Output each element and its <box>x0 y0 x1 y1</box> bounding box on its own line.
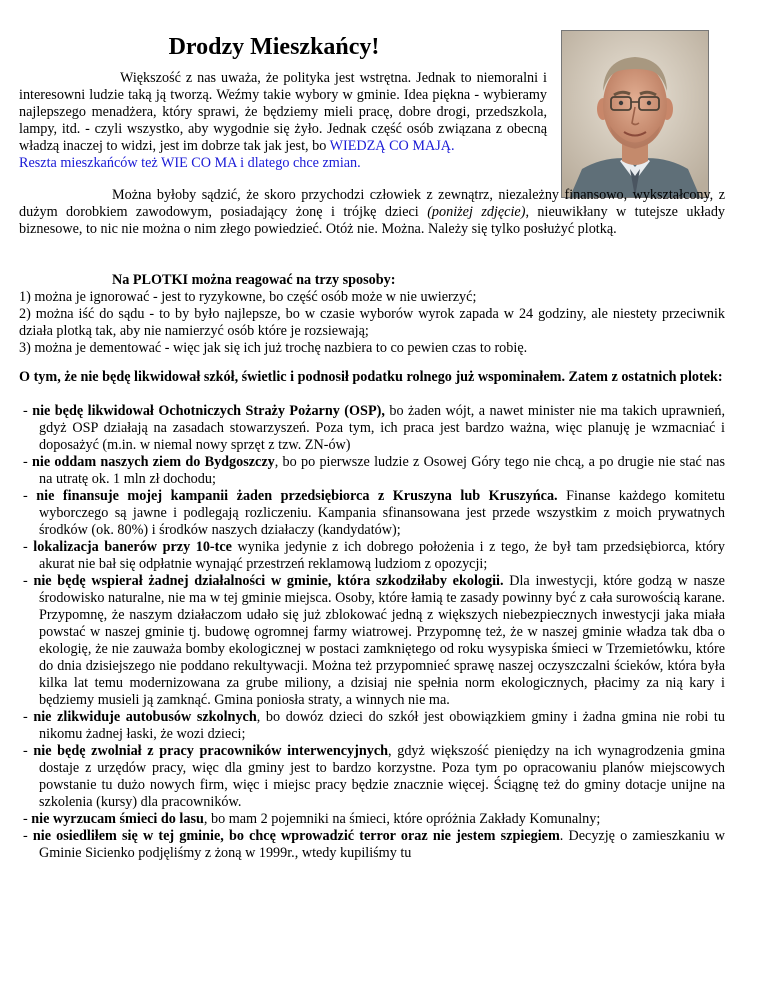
intro-paragraph <box>19 70 547 172</box>
rumor-bold: nie będę likwidował Ochotniczych Straży Pożarny (OSP), <box>32 403 385 419</box>
description-text: Można byłoby sądzić, że skoro przychodzi człowiek z zewnątrz, niezależny finansowo, wykształcony, z dużym dorobkiem zawodowym, posiadający żonę i trójkę dzieci <box>19 187 725 220</box>
rumor-text: bo żaden wójt, a nawet minister nie ma takich uprawnień, gdyż OSP działają na zasadach stowarzyszeń. Poza tym, ich praca jest bardzo ważna, więc planuję je wzmacniać i doposażyć (m.in. w niemal nowy sprzęt z tzw. ZN-ów) <box>39 403 725 453</box>
rumor-bold: nie oddam naszych ziem do Bydgoszczy <box>31 454 275 470</box>
rumor-text: , bo po pierwsze ludzie z Osowej Góry tego nie chcą, a po drugie nie stać nas na utratę ok. 1 mln zł dochodu; <box>39 454 725 487</box>
rumor-item: - nie wyrzucam śmieci do lasu, bo mam 2 pojemniki na śmieci, które opróżnia Zakłady Komunalny; <box>23 811 601 827</box>
portrait-illustration <box>562 31 708 197</box>
rumor-bold: lokalizacja banerów przy 10-tce <box>33 539 232 555</box>
rumor-text: Finanse każdego komitetu wyborczego są jawne i podlegają rozliczeniu. Kampania sfinansowana jest przede wszystkim z moich prywatnych środków (ok. 80%) i środków naszych działaczy (kandydatów); <box>39 488 726 538</box>
rumor-text: , gdyż większość pieniędzy na ich wynagrodzenia gmina dostaje z urzędów pracy, więc dla gminy jest to bardzo korzystne. Poza tym po opracowaniu planów miejscowych powstanie tu dużo nowych firm, więc i miejsc pracy będzie znacznie więcej. Ściągnę też do gminy dotacje unijne na szkolenia (kursy) dla pracowników. <box>39 743 725 810</box>
rumor-item: - lokalizacja banerów przy 10-tce wynika jedynie z ich dobrego położenia i z tego, że był tam przedsiębiorca, który akurat nie bał się odpłatnie wynająć przestrzeń reklamową ludziom z opozycji; <box>23 539 725 572</box>
method-item: 1) można je ignorować - jest to ryzykowne, bo część osób może w nie uwierzyć; <box>19 289 477 305</box>
description-text-end: , nieuwikłany w tutejsze układy biznesowe, to nic nie można o nim złego powiedzieć. Otóż nie. Można. Należy się tylko posłużyć plotką. <box>19 204 726 237</box>
rumor-item: - nie oddam naszych ziem do Bydgoszczy, bo po pierwsze ludzie z Osowej Góry tego nie chcą, a po drugie nie stać nas na utratę ok. 1 mln zł dochodu; <box>23 454 725 487</box>
rumor-item: - nie będę wspierał żadnej działalności w gminie, która szkodziłaby ekologii. Dla inwestycji, które godzą w nasze środowisko naturalne, nie ma w tej gminie miejsca. Osoby, które łamią te zasady powinny być z cała surowością karane. Przypomnę, że naszym działaczom udało się już zblokować jedną z większych niebezpiecznych inwestycji jaka miała powstać w naszej gminie tj. budowę ogromnej farmy wiatrowej. Przypomnę też, że w naszej gminie władza tak dba o ekologię, że nie zauważa bomby ekologicznej w postaci zamkniętego od roku wysypiska śmieci w Trzemietówku, które do dnia dzisiejszego nie poddano rekultywacji. Można też przypomnieć sprawę naszej oczyszczalni ścieków, która była kilka lat temu modernizowana za grube miliony, a dzisiaj nie spełnia norm ekologicznych, płacimy za nią kary i będziemy musieli ją zamknąć. Gmina poniosła straty, a winnych nie ma. <box>23 573 725 708</box>
rumor-bold: nie będę zwolniał z pracy pracowników interwencyjnych <box>33 743 389 759</box>
rumor-item: - nie będę likwidował Ochotniczych Straży Pożarny (OSP), bo żaden wójt, a nawet minister nie ma takich uprawnień, gdyż OSP działają na zasadach stowarzyszeń. Poza tym, ich praca jest bardzo ważna, więc planuję je wzmacniać i doposażyć (m.in. w niemal nowy sprzęt z tzw. ZN-ów) <box>23 403 725 453</box>
rumor-text: , bo dowóz dzieci do szkół jest obowiązkiem gminy i żadna gmina nie robi tu nikomu żadnej łaski, że wozi dzieci; <box>39 709 725 742</box>
rumor-methods <box>19 272 725 357</box>
rumor-bold: nie wyrzucam śmieci do lasu <box>31 811 204 827</box>
page-title: Drodzy Mieszkańcy! <box>168 34 380 60</box>
rumor-bold: nie finansuje mojej kampanii żaden przedsiębiorca z Kruszyna lub Kruszyńca. <box>36 488 558 504</box>
candidate-portrait <box>561 30 709 198</box>
rumor-bold: nie będę wspierał żadnej działalności w gminie, która szkodziłaby ekologii. <box>33 573 504 589</box>
rumor-item: - nie osiedliłem się w tej gminie, bo chcę wprowadzić terror oraz nie jestem szpiegiem. Decyzję o zamieszkaniu w Gminie Sicienko podjęliśmy z żoną w 1999r., wtedy kupiliśmy tu <box>23 828 725 861</box>
intro-text <box>19 70 547 155</box>
rumor-text: . Decyzję o zamieszkaniu w Gminie Sicienko podjęliśmy z żoną w 1999r., wtedy kupiliśmy tu <box>39 828 725 861</box>
rumor-text: , bo mam 2 pojemniki na śmieci, które opróżnia Zakłady Komunalny; <box>203 811 601 827</box>
rumor-bold: nie zlikwiduje autobusów szkolnych <box>33 709 257 725</box>
candidate-description <box>19 187 725 238</box>
rumor-list <box>19 403 725 862</box>
intro-blue-line: Reszta mieszkańców też WIE CO MA i dlatego chce zmian. <box>19 155 361 171</box>
rumor-item: - nie zlikwiduje autobusów szkolnych, bo dowóz dzieci do szkół jest obowiązkiem gminy i żadna gmina nie robi tu nikomu żadnej łaski, że wozi dzieci; <box>23 709 725 742</box>
rumor-text: wynika jedynie z ich dobrego położenia i z tego, że był tam przedsiębiorca, który akurat nie bał się odpłatnie wynająć przestrzeń reklamową ludziom z opozycji; <box>39 539 725 572</box>
rumors-intro: O tym, że nie będę likwidował szkół, świetlic i podnosił podatku rolnego już wspominałem. Zatem z ostatnich plotek: <box>19 369 723 385</box>
rumor-text: Dla inwestycji, które godzą w nasze środowisko naturalne, nie ma w tej gminie miejsca. Osoby, które łamią te zasady powinny być z cała surowością karane. Przypomnę, że naszym działaczom udało się już zblokować jedną z większych niebezpiecznych inwestycji jaka miała powstać w naszej gminie tj. budowę ogromnej farmy wiatrowej. Przypomnę też, że w naszej gminie władza tak dba o ekologię, że nie zauważa bomby ekologicznej w postaci zamkniętego od roku wysypiska śmieci w Trzemietówku, które do dnia dzisiejszego nie poddano rekultywacji. Można też przypomnieć sprawę naszej oczyszczalni ścieków, która była kilka lat temu modernizowana za grube miliony, a dzisiaj nie spełnia norm ekologicznych, płacimy za nią kary i będziemy musieli ją zamknąć. Gmina poniosła straty, a winnych nie ma. <box>39 573 725 708</box>
methods-heading: Na PLOTKI można reagować na trzy sposoby: <box>112 272 396 288</box>
intro-highlight: WIEDZĄ CO MAJĄ. <box>329 138 455 154</box>
rumor-item: - nie będę zwolniał z pracy pracowników interwencyjnych, gdyż większość pieniędzy na ich wynagrodzenia gmina dostaje z urzędów pracy, więc dla gminy jest to bardzo korzystne. Poza tym po opracowaniu planów miejscowych powstanie tu dużo nowych firm, więc i miejsc pracy będzie znacznie więcej. Ściągnę też do gminy dotacje unijne na szkolenia (kursy) dla pracowników. <box>23 743 725 810</box>
rumor-item: - nie finansuje mojej kampanii żaden przedsiębiorca z Kruszyna lub Kruszyńca. Finanse każdego komitetu wyborczego są jawne i podlegają rozliczeniu. Kampania sfinansowana jest przede wszystkim z moich prywatnych środków (ok. 80%) i środków naszych działaczy (kandydatów); <box>23 488 726 538</box>
method-item: 3) można je dementować - więc jak się ich już trochę nazbiera to co pewien czas to robię. <box>19 340 528 356</box>
intro-body: Większość z nas uważa, że polityka jest wstrętna. Jednak to niemoralni i interesowni ludzie taką ją tworzą. Weźmy takie wybory w gminie. Idea piękna - wybieramy najlepszego menadżera, który sprawi, że będziemy mieli pracę, dobre drogi, przedszkola, lampy, itd. - czyli wszystko, aby wygodnie się żyło. Jednak część osób związana z obecną władzą inaczej to widzi, jest im dobrze tak jak jest, bo <box>19 70 547 154</box>
rumor-bold: nie osiedliłem się w tej gminie, bo chcę wprowadzić terror oraz nie jestem szpiegiem <box>32 828 560 844</box>
photo-note: (poniżej zdjęcie) <box>427 204 526 220</box>
method-item: 2) można iść do sądu - to by było najlepsze, bo w czasie wyborów wyrok zapada w 24 godziny, ale niestety przeciwnik działa plotką tak, aby nie namierzyć osób które je rozsiewają; <box>19 306 725 339</box>
